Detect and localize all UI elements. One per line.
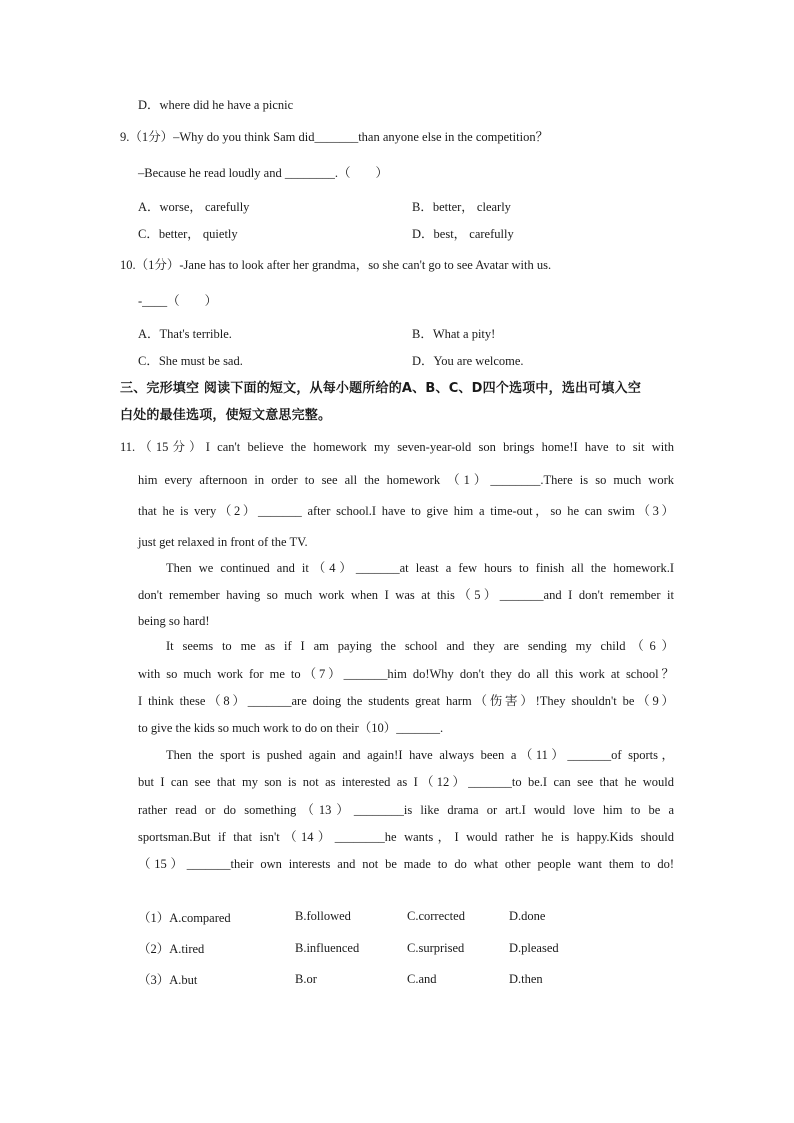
q11-line-13: but I can see that my son is not as interested as I（12）_______to be.I can see that he would [138, 775, 674, 789]
q11-answer-1-a: （1）A.compared [138, 911, 231, 925]
q10-option-c: C．She must be sad. [138, 354, 243, 368]
q11-answer-2-a: （2）A.tired [138, 942, 205, 956]
q11-answer-3-a: （3）A.but [138, 973, 198, 987]
q11-answer-3-b: B.or [295, 972, 317, 986]
q11-line-10: I think these（8）_______are doing the students great harm（伤害）!They shouldn't be（9） [138, 694, 674, 708]
q11-answer-2-d: D.pleased [509, 941, 559, 955]
q10-option-a: A．That's terrible. [138, 327, 232, 341]
q9-option-b: B．better， clearly [412, 200, 511, 214]
q9-reply: –Because he read loudly and ________.（ ） [138, 166, 388, 180]
q11-answer-2-c: C.surprised [407, 941, 465, 955]
section-title-line1: 三、完形填空 阅读下面的短文，从每小题所给的A、B、C、D四个选项中，选出可填入空 [120, 381, 642, 396]
q11-line-6: don't remember having so much work when I was at this（5）_______and I don't remember it [138, 588, 674, 602]
q11-answer-1-c: C.corrected [407, 909, 465, 923]
q11-line-2: him every afternoon in order to see all the homework （1）________.There is so much work [138, 473, 674, 487]
q10-option-d: D．You are welcome. [412, 354, 524, 368]
q11-answer-2-b: B.influenced [295, 941, 360, 955]
q11-line-11: to give the kids so much work to do on their（10）_______. [138, 721, 444, 735]
q11-line-5: Then we continued and it（4）_______at least a few hours to finish all the homework.I [166, 561, 674, 575]
q11-line-1: 11.（15分）I can't believe the homework my seven-year-old son brings home!I have to sit with [120, 440, 674, 454]
section-title-line2: 白处的最佳选项，使短文意思完整。 [120, 408, 332, 423]
q9-option-a: A．worse， carefully [138, 200, 250, 214]
q11-answer-3-d: D.then [509, 972, 543, 986]
q11-line-8: It seems to me as if I am paying the school and they are sending my child（6） [166, 639, 674, 653]
q11-line-15: sportsman.But if that isn't（14）________he wants，I would rather he is happy.Kids should [138, 830, 674, 844]
q11-line-9: with so much work for me to（7）_______him do!Why don't they do all this work at school？ [138, 667, 674, 681]
q9-stem: 9.（1分）–Why do you think Sam did_______than anyone else in the competition？ [120, 130, 549, 144]
q11-line-14: rather read or do something（13）________is like drama or art.I would love him to be a [138, 803, 674, 817]
q8-option-d: D．where did he have a picnic [138, 98, 294, 112]
q11-line-16: （15）_______their own interests and not be made to do what other people want them to do! [138, 857, 674, 871]
q10-stem: 10.（1分）-Jane has to look after her grandma，so she can't go to see Avatar with us. [120, 258, 552, 272]
q10-reply: -____（ ） [138, 294, 218, 308]
q11-answer-1-b: B.followed [295, 909, 351, 923]
q11-line-3: that he is very（2）_______ after school.I have to give him a time-out，so he can swim（3） [138, 504, 674, 518]
q11-answer-3-c: C.and [407, 972, 437, 986]
q11-line-12: Then the sport is pushed again and again!I have always been a（11）_______of sports， [166, 748, 674, 762]
q10-option-b: B．What a pity! [412, 327, 496, 341]
q9-option-d: D．best， carefully [412, 227, 514, 241]
q11-answer-1-d: D.done [509, 909, 546, 923]
q9-option-c: C．better， quietly [138, 227, 238, 241]
q11-line-4: just get relaxed in front of the TV. [138, 535, 308, 549]
q11-line-7: being so hard! [138, 614, 210, 628]
